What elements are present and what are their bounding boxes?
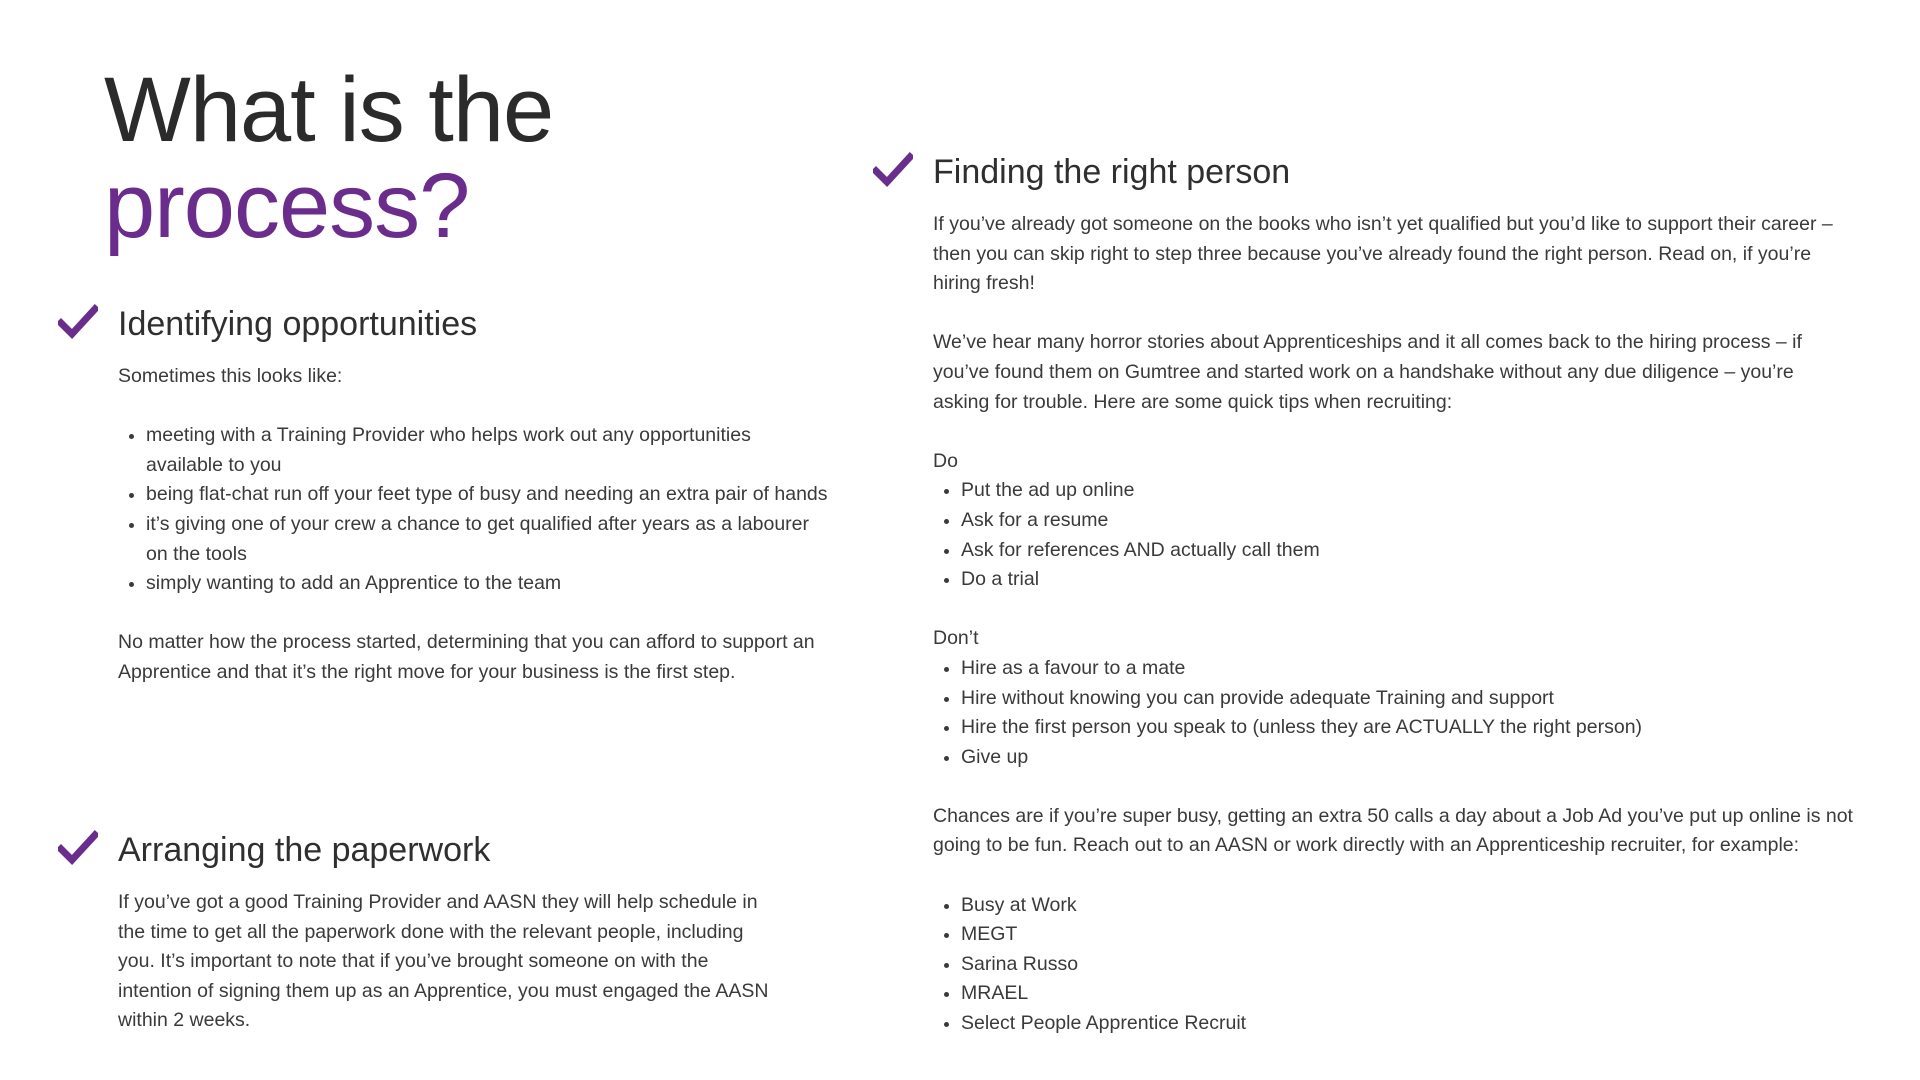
list-item: MRAEL bbox=[961, 979, 1853, 1009]
section-heading: Finding the right person bbox=[933, 153, 1291, 191]
section-identifying-opportunities bbox=[118, 302, 832, 688]
list-item: Hire as a favour to a mate bbox=[961, 654, 1853, 684]
section-finding-right-person bbox=[933, 150, 1853, 1039]
do-list bbox=[933, 476, 1853, 594]
list-item: Hire the first person you speak to (unless they are ACTUALLY the right person) bbox=[961, 713, 1853, 743]
list-item: Ask for a resume bbox=[961, 506, 1853, 536]
page-title-line-1: What is the bbox=[104, 59, 554, 161]
page-title-line-2: process? bbox=[104, 155, 470, 257]
section-body bbox=[118, 888, 778, 1036]
checkmark-icon bbox=[873, 152, 913, 188]
section-heading: Arranging the paperwork bbox=[118, 831, 491, 869]
recruiter-list bbox=[933, 891, 1853, 1039]
section-heading: Identifying opportunities bbox=[118, 305, 478, 343]
checkmark-icon bbox=[58, 830, 98, 866]
paragraph: We’ve hear many horror stories about Apprenticeships and it all comes back to the hiring process – if you’ve found them on Gumtree and started work on a handshake without any due diligence – you’re asking for trouble. Here are some quick tips when recruiting: bbox=[933, 331, 1802, 413]
dont-label: Don’t bbox=[933, 627, 979, 650]
list-item: MEGT bbox=[961, 920, 1853, 950]
section-body bbox=[933, 210, 1853, 1039]
dont-list bbox=[933, 654, 1853, 772]
list-item: Put the ad up online bbox=[961, 476, 1853, 506]
closing-text: No matter how the process started, determining that you can afford to support an Apprentice and that it’s the right move for your business is the first step. bbox=[118, 631, 815, 683]
paperwork-text: If you’ve got a good Training Provider and AASN they will help schedule in the time to get all the paperwork done with the relevant people, including you. It’s important to note that if you’ve brought someone on with the intention of signing them up as an Apprentice, you must engaged the AASN within 2 weeks. bbox=[118, 891, 769, 1032]
section-header bbox=[933, 150, 1853, 194]
paragraph: If you’ve already got someone on the books who isn’t yet qualified but you’d like to support their career – then you can skip right to step three because you’ve already found the right person. Read on, if you’re hiring fresh! bbox=[933, 213, 1833, 295]
list-item: meeting with a Training Provider who helps work out any opportunities available to you bbox=[146, 421, 832, 480]
list-item: Hire without knowing you can provide adequate Training and support bbox=[961, 684, 1853, 714]
section-header bbox=[118, 302, 832, 346]
list-item: it’s giving one of your crew a chance to get qualified after years as a labourer on the tools bbox=[146, 510, 832, 569]
intro-text: Sometimes this looks like: bbox=[118, 365, 343, 387]
section-arranging-paperwork bbox=[118, 828, 778, 1036]
opportunity-list bbox=[118, 421, 832, 599]
list-item: Select People Apprentice Recruit bbox=[961, 1009, 1853, 1039]
list-item: Ask for references AND actually call them bbox=[961, 536, 1853, 566]
list-item: Do a trial bbox=[961, 565, 1853, 595]
page-title bbox=[104, 59, 554, 257]
list-item: Busy at Work bbox=[961, 891, 1853, 921]
do-label: Do bbox=[933, 449, 958, 472]
list-item: simply wanting to add an Apprentice to the team bbox=[146, 569, 832, 599]
checkmark-icon bbox=[58, 304, 98, 340]
section-body bbox=[118, 362, 832, 688]
list-item: being flat-chat run off your feet type of busy and needing an extra pair of hands bbox=[146, 480, 832, 510]
list-item: Sarina Russo bbox=[961, 950, 1853, 980]
section-header bbox=[118, 828, 778, 872]
paragraph: Chances are if you’re super busy, getting an extra 50 calls a day about a Job Ad you’ve put up online is not going to be fun. Reach out to an AASN or work directly with an Apprenticeship recruiter, for example: bbox=[933, 804, 1853, 857]
list-item: Give up bbox=[961, 743, 1853, 773]
